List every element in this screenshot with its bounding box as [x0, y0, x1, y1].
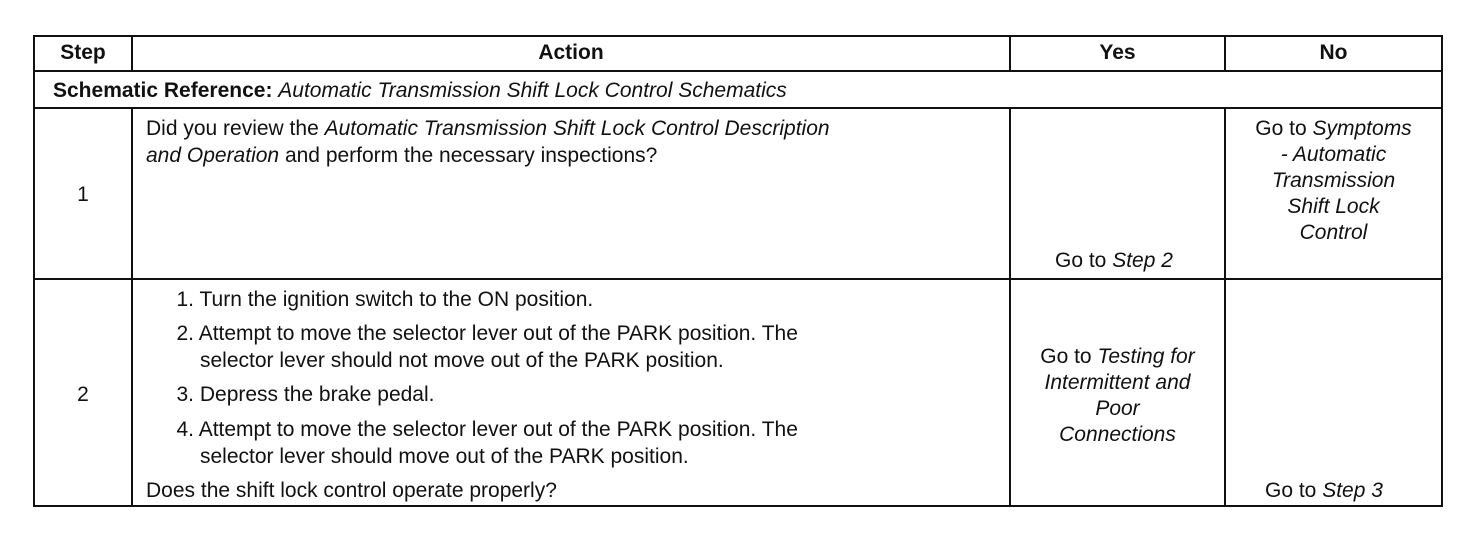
header-no: No: [1319, 41, 1348, 64]
step-link[interactable]: Step 3: [1322, 479, 1383, 502]
list-item-continuation: selector lever should move out of the PARK position.: [200, 445, 689, 468]
row-divider: [33, 278, 1443, 280]
description-link[interactable]: and Operation: [146, 144, 280, 167]
list-item-continuation: selector lever should not move out of the PARK position.: [200, 349, 724, 372]
action-question: Does the shift lock control operate properly?: [146, 479, 557, 502]
table-border-bottom: [33, 505, 1443, 507]
no-result: Go to Symptoms - Automatic Transmission Shift Lock Control: [1255, 117, 1412, 244]
list-item: 2. Attempt to move the selector lever out of the PARK position. The: [176, 322, 798, 345]
schematic-link[interactable]: Automatic Transmission Shift Lock Control Schematics: [278, 79, 787, 102]
symptoms-link[interactable]: Symptoms: [1312, 117, 1412, 140]
table-border-top: [33, 35, 1443, 37]
action-text: and Operation and perform the necessary inspections?: [146, 144, 658, 167]
step-link[interactable]: Step 2: [1112, 249, 1173, 272]
list-item: 3. Depress the brake pedal.: [176, 383, 435, 406]
header-yes: Yes: [1099, 41, 1136, 64]
header-step: Step: [60, 41, 106, 64]
description-link[interactable]: Automatic Transmission Shift Lock Control Description: [324, 117, 830, 140]
list-item: 4. Attempt to move the selector lever out of the PARK position. The: [176, 418, 798, 441]
no-result: Go to Step 3: [1265, 479, 1383, 502]
header-divider: [33, 70, 1443, 72]
table-border-right: [1441, 35, 1443, 507]
yes-result: Go to Testing for Intermittent and Poor Connections: [1040, 345, 1195, 446]
list-item: 1. Turn the ignition switch to the ON position.: [176, 288, 594, 311]
step-col-divider: [131, 107, 133, 507]
table-border-left: [33, 35, 35, 507]
header-action: Action: [538, 41, 604, 64]
schematic-label: Schematic Reference:: [53, 79, 273, 102]
action-text: Did you review the Automatic Transmission Shift Lock Control Description: [146, 117, 830, 140]
step-number: 1: [77, 183, 89, 206]
schematic-reference: [53, 78, 787, 104]
testing-link[interactable]: Testing for: [1097, 345, 1195, 368]
schematic-divider: [33, 107, 1443, 109]
yes-result: Go to Step 2: [1055, 249, 1173, 272]
step-number: 2: [77, 383, 89, 406]
